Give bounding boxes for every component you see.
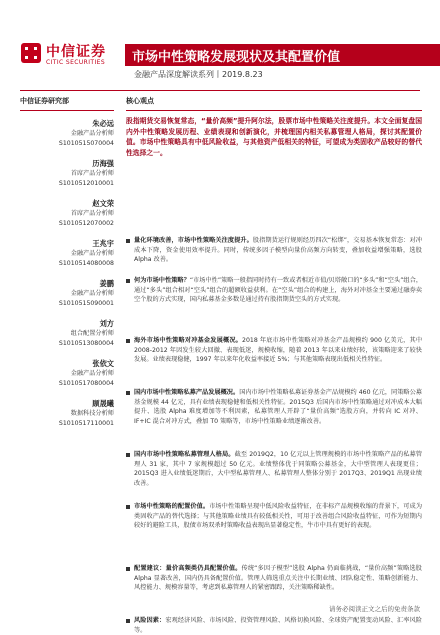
- analyst-card: [20, 358, 114, 389]
- bullet-lead: 何为市场中性策略？: [134, 277, 190, 284]
- analyst-name: 姜鹏: [99, 279, 114, 288]
- analyst-name: 赵文荣: [92, 199, 114, 208]
- bullet-text: 宏观经济风险、市场风险、投资管理风险、风格切换风险、全球资产配置变动风险、汇率风险等。: [134, 617, 422, 634]
- header-divider: [20, 90, 420, 91]
- analyst-role: 组合配置分析师: [70, 330, 114, 337]
- analyst-name: 历海强: [92, 159, 114, 168]
- bullet-text: 截至 2019Q2，10 亿元以上管理规模的市场中性策略产品的私募管理人 31 家，其中 7 家规模超过 50 亿元。业绩整体优于同策略公募基金，大中型管理人表现更佳；2015Q3 进入业绩低迷期后，大中型私募管理人、私募管理人整体分别于 2017Q3、2019Q1 出现业绩改善。: [134, 451, 423, 487]
- bullet-item: [126, 616, 422, 635]
- bullet-text: 2018 年底市场中性策略对冲基金产品规模约 900 亿美元，其中 2008-2012 年因发生较大回撤、表现低迷，规模收缩，随着 2013 年以来业绩好转，该策略迎来了较快发展。业绩表现稳健，1997 年以来年化收益率接近 5%；与其他策略表现出低相关性特征。: [134, 337, 423, 364]
- analyst-card: [20, 278, 114, 309]
- square-bullet-icon: [126, 279, 130, 283]
- section-heading: 核心观点: [126, 96, 422, 111]
- analyst-code: S1010517080004: [58, 380, 114, 387]
- analyst-role: 数据科技分析师: [70, 410, 114, 417]
- analyst-card: [20, 198, 114, 229]
- bullet-item: [126, 388, 422, 426]
- bullet-lead: 量化环境改善，市场中性策略关注度提升。: [134, 237, 253, 244]
- analyst-card: [20, 118, 114, 149]
- square-bullet-icon: [126, 505, 130, 509]
- bullet-item: [126, 236, 422, 265]
- analyst-card: [20, 238, 114, 269]
- analyst-code: S1010514080008: [58, 260, 114, 267]
- disclaimer-note: 请务必阅读正文之后的免责条款: [329, 605, 420, 613]
- report-subtitle: 金融产品深度解读系列丨2019.8.23: [134, 70, 263, 79]
- report-header: [0, 0, 440, 88]
- bullet-lead: 国内市场中性策略私募产品发展概况。: [134, 389, 240, 396]
- bullet-item: [126, 502, 422, 531]
- bullet-item: [126, 276, 422, 305]
- square-bullet-icon: [126, 391, 130, 395]
- bullet-lead: 国内市场中性策略私募管理人格局。: [134, 451, 235, 458]
- bullet-text: 市场中性策略呈现中低风险收益特征，在非标产品规模收缩的背景下，可成为类固收产品的替代选择；与其他策略业绩具有较低相关性，可用于改善组合风险收益特征，可作为短期内较好的避险工具，股债市场双杀时策略收益表现出显著稳定性，牛市中具有更好的表现。: [134, 503, 423, 530]
- square-bullet-icon: [126, 453, 130, 457]
- analyst-code: S1010513080004: [58, 340, 114, 347]
- logo-text-cn: 中信证券: [46, 44, 106, 60]
- analyst-name: 顾晟曦: [92, 399, 114, 408]
- analyst-name: 张依文: [92, 359, 114, 368]
- bullet-text: “市场中性”策略一般指同时持有一致或者相近市值/贝塔敞口的“多头”和“空头”组合，通过“多头”组合相对“空头”组合的超额收益获利。在“空头”组合的构建上，海外对冲基金主要通过融券卖空个股的方式实现，国内私募基金多数是通过持有股指期货空头的方式实现。: [134, 277, 423, 304]
- analyst-role: 金融产品分析师: [70, 250, 114, 257]
- bullet-lead: 配置建议：量价高频类仍具配置价值。: [134, 565, 242, 572]
- analyst-role: 首席产品分析师: [70, 170, 114, 177]
- analyst-role: 金融产品分析师: [70, 130, 114, 137]
- analyst-sidebar: [20, 96, 114, 596]
- citic-logo-mark-icon: [20, 42, 42, 64]
- analyst-card: [20, 318, 114, 349]
- bullet-item: [126, 450, 422, 488]
- analyst-card: [20, 398, 114, 429]
- square-bullet-icon: [126, 567, 130, 571]
- analyst-name: 刘方: [99, 319, 114, 328]
- analyst-code: S1010512070002: [58, 220, 114, 227]
- sidebar-heading: 中信证券研究部: [20, 96, 114, 111]
- analyst-name: 王兆宇: [92, 239, 114, 248]
- analyst-card: [20, 158, 114, 189]
- bullet-text: 国内市场中性策略私募证券基金产品规模约 460 亿元，同策略公募基金规模 44 亿元，具有业绩表现稳健和低相关性特征。2015Q3 后国内市场中性策略通过对冲成本大幅提升、选股 Alpha 难度增加等不利因素，私募管理人开辟了“量价高频”选股方向，并转向 IC 对冲、IF+IC 混合对冲方式，叠加 T0 策略等，市场中性策略业绩逐渐改善。: [134, 389, 422, 425]
- citic-logo: [20, 40, 120, 70]
- analyst-role: 首席产品分析师: [70, 210, 114, 217]
- square-bullet-icon: [126, 339, 130, 343]
- analyst-code: S1010517110001: [58, 420, 114, 427]
- report-title: 市场中性策略发展现状及其配置价值: [132, 50, 341, 65]
- bullet-text: 传统“多因子模型”选股 Alpha 仍面临挑战，“量价高频”策略选股 Alpha 显著改善，国内仍具备配置价值。管理人筛选重点关注中长期业绩、团队稳定性、策略创新能力、风控能力、规模容量等，考虑到私募管理人的紧密跟踪，关注策略稀缺性。: [134, 565, 422, 592]
- analyst-code: S1010515090001: [58, 300, 114, 307]
- analyst-name: 朱必远: [92, 119, 114, 128]
- bullet-lead: 海外市场中性策略对冲基金发展概况。: [134, 337, 243, 344]
- logo-text-en: CITIC SECURITIES: [46, 59, 106, 66]
- analyst-role: 金融产品分析师: [70, 290, 114, 297]
- abstract-paragraph: 股指期货交易恢复常态，“量价高频”提升阿尔法，股票市场中性策略关注度提升。本文全面复盘国内外中性策略发展历程、业绩表现和创新演化，并梳理国内相关私募管理人格局，探讨其配置价值。市场中性策略具有中低风险收益，与其他资产低相关的特征，可望成为类固收产品较好的替代性选择之一。: [126, 117, 422, 157]
- analyst-role: 金融产品分析师: [70, 370, 114, 377]
- bullet-item: [126, 336, 422, 365]
- bullet-lead: 市场中性策略的配置价值。: [134, 503, 210, 510]
- square-bullet-icon: [126, 239, 130, 243]
- bullet-item: [126, 564, 422, 593]
- analyst-code: S1010515070004: [58, 140, 114, 147]
- bullet-lead: 风险因素：: [134, 617, 166, 624]
- analyst-code: S1010512010001: [58, 180, 114, 187]
- bullet-text: 股指期货运行规则经历四次“松绑”，交易基本恢复常态：对冲成本下降，资金使用效率提升。同时，传统多因子模型向量价高频方向转变，叠加收益增强策略，选股 Alpha 改善。: [134, 237, 422, 264]
